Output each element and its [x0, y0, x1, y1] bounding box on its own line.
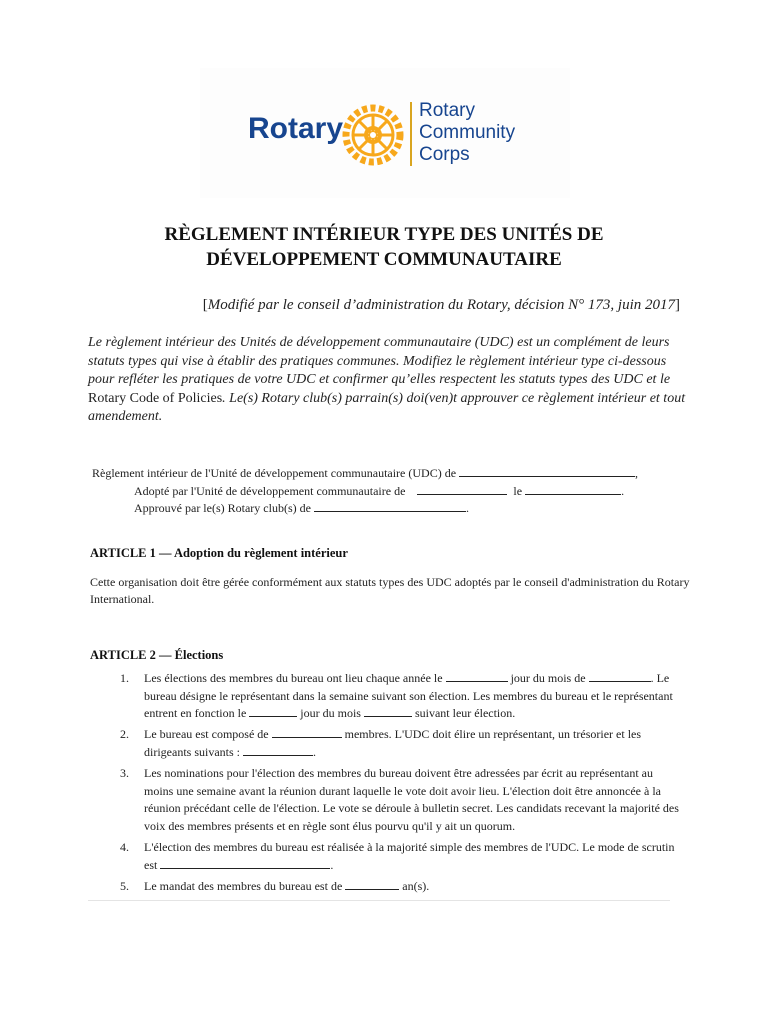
meta-line-approved: Approuvé par le(s) Rotary club(s) de . — [134, 501, 469, 515]
title-line-1: RÈGLEMENT INTÉRIEUR TYPE DES UNITÉS DE — [164, 224, 604, 245]
title-line-2: DÉVELOPPEMENT COMMUNAUTAIRE — [206, 249, 562, 270]
approved-by-field[interactable] — [314, 501, 466, 512]
rotary-wheel-icon — [340, 102, 406, 168]
adopted-date-field[interactable] — [525, 484, 621, 495]
page-divider — [88, 900, 670, 901]
article-2-title: ARTICLE 2 — Élections — [90, 648, 224, 662]
document-title — [0, 222, 768, 272]
logo-line-corps: Corps — [419, 144, 470, 165]
election-day-field[interactable] — [446, 671, 508, 682]
adopted-by-field[interactable] — [417, 484, 507, 495]
board-size-field[interactable] — [272, 727, 342, 738]
logo-line-community: Community — [419, 122, 516, 143]
intro-paragraph: Le règlement intérieur des Unités de développement communautaire (UDC) est un complément de leurs statuts types qui vise à établir des pratiques communes. Modifiez le règlement intérieur type ci-dessous pour refléter les pratiques de votre UDC et confirmer qu’elles respectent les statuts types des UDC et le Rotary Code of Policies. Le(s) Rotary club(s) parrain(s) doi(ven)t approuver ce règlement intérieur et tout amendement. — [88, 335, 686, 424]
logo-wordmark: Rotary — [248, 112, 344, 145]
article-1-text: Cette organisation doit être gérée conformément aux statuts types des UDC adoptés par le conseil d'administration du Rotary International. — [90, 575, 690, 606]
term-length-field[interactable] — [345, 879, 399, 890]
logo-community-corps — [419, 100, 515, 166]
meta-line-udc: Règlement intérieur de l'Unité de développement communautaire (UDC) de , — [92, 466, 639, 480]
voting-method-field[interactable] — [160, 858, 330, 869]
logo-line-rotary: Rotary — [419, 100, 475, 121]
logo-divider — [410, 102, 412, 166]
udc-name-field[interactable] — [459, 466, 635, 477]
article-1-title: ARTICLE 1 — Adoption du règlement intérieur — [90, 546, 348, 560]
office-start-day-field[interactable] — [249, 706, 297, 717]
revision-note: [Modifié par le conseil d’administration du Rotary, décision N° 173, juin 2017] — [202, 297, 680, 313]
revision-note-text: Modifié par le conseil d’administration du Rotary, décision N° 173, juin 2017 — [207, 297, 675, 313]
election-month-field[interactable] — [589, 671, 651, 682]
officers-field[interactable] — [243, 745, 313, 756]
rotary-community-corps-logo — [200, 68, 570, 198]
meta-line-adopted: Adopté par l'Unité de développement communautaire de le . — [134, 484, 625, 498]
office-start-month-field[interactable] — [364, 706, 412, 717]
policy-reference: Rotary Code of Policies — [88, 390, 223, 406]
